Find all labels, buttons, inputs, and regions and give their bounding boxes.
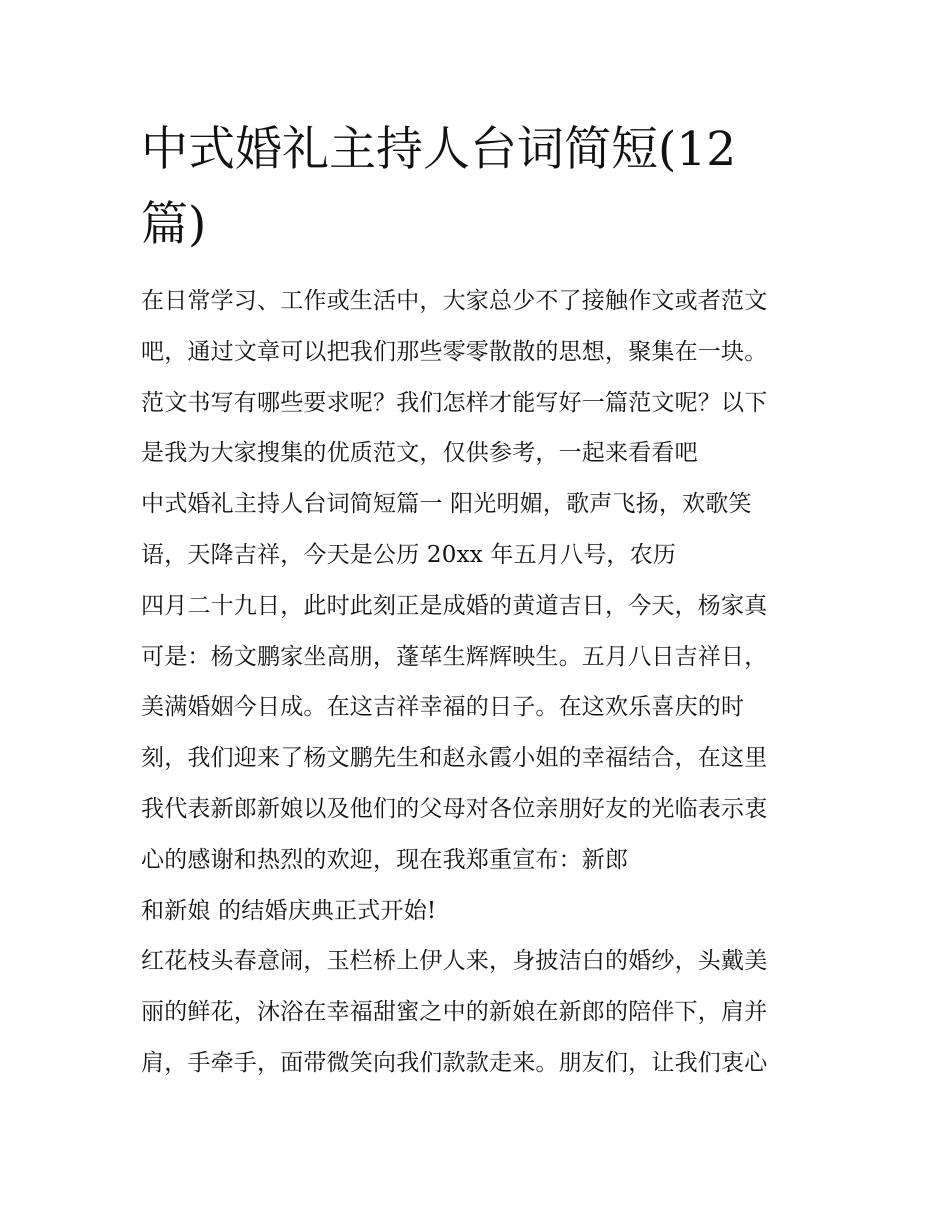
document-body [141, 276, 841, 1089]
title-line-2: 篇) [141, 197, 207, 252]
paragraph-line: 肩，手牵手，面带微笑向我们款款走来。朋友们，让我们衷心 [141, 1049, 768, 1076]
title-line-1: 中式婚礼主持人台词简短(12 [141, 122, 737, 177]
paragraph-line: 刻，我们迎来了杨文鹏先生和赵永霞小姐的幸福结合，在这里 [141, 745, 768, 772]
paragraph-line: 吧，通过文章可以把我们那些零零散散的思想，聚集在一块。 [141, 338, 768, 365]
paragraph-line: 心的感谢和热烈的欢迎，现在我郑重宣布：新郎 [141, 846, 629, 873]
paragraph-line: 我代表新郎新娘以及他们的父母对各位亲朋好友的光临表示衷 [141, 795, 768, 822]
paragraph-line: 和新娘 的结婚庆典正式开始! [141, 897, 437, 924]
paragraph-line: 可是：杨文鹏家坐高朋，蓬荜生辉辉映生。五月八日吉祥日， [141, 643, 768, 670]
paragraph-line: 丽的鲜花，沐浴在幸福甜蜜之中的新娘在新郎的陪伴下，肩并 [141, 999, 768, 1026]
paragraph-line: 美满婚姻今日成。在这吉祥幸福的日子。在这欢乐喜庆的时 [141, 694, 745, 721]
paragraph-line: 语，天降吉祥，今天是公历 20xx 年五月八号，农历 [141, 541, 677, 568]
paragraph-line: 四月二十九日，此时此刻正是成婚的黄道吉日，今天，杨家真 [141, 592, 768, 619]
paragraph-line: 范文书写有哪些要求呢？我们怎样才能写好一篇范文呢？以下 [141, 389, 768, 416]
document-title [141, 112, 821, 262]
paragraph-line: 是我为大家搜集的优质范文，仅供参考，一起来看看吧 [141, 440, 698, 467]
paragraph-line: 红花枝头春意闹，玉栏桥上伊人来，身披洁白的婚纱，头戴美 [141, 948, 768, 975]
paragraph-line: 在日常学习、工作或生活中，大家总少不了接触作文或者范文 [141, 288, 768, 314]
paragraph-line: 中式婚礼主持人台词简短篇一 阳光明媚，歌声飞扬，欢歌笑 [141, 491, 752, 518]
